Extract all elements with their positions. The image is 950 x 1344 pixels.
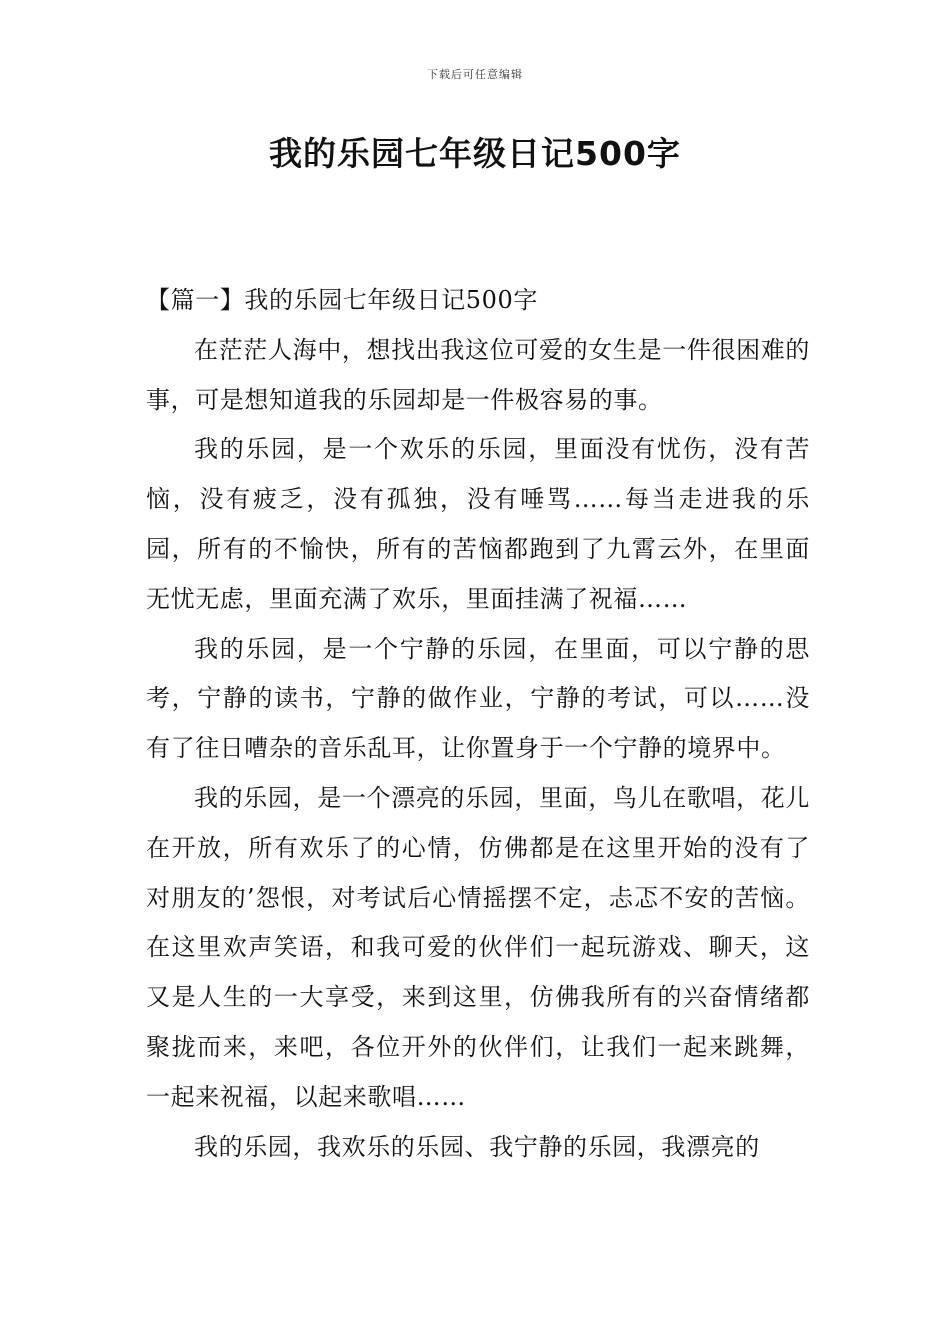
paragraph-3: 我的乐园，是一个宁静的乐园，在里面，可以宁静的思考，宁静的读书，宁静的做作业，宁静的考试，可以……没有了往日嘈杂的音乐乱耳，让你置身于一个宁静的境界中。: [146, 634, 810, 763]
paragraph-1: 在茫茫人海中，想找出我这位可爱的女生是一件很困难的事，可是想知道我的乐园却是一件极容易的事。: [146, 335, 810, 414]
paragraph-2: 我的乐园，是一个欢乐的乐园，里面没有忧伤，没有苦恼，没有疲乏，没有孤独，没有唾骂……每当走进我的乐园，所有的不愉快，所有的苦恼都跑到了九霄云外，在里面无忧无虑，里面充满了欢乐，里面挂满了祝福……: [146, 435, 810, 613]
document-title: 我的乐园七年级日记500字: [269, 134, 681, 173]
section-heading: 【篇一】我的乐园七年级日记500字: [146, 286, 539, 314]
paragraph-4: 我的乐园，是一个漂亮的乐园，里面，鸟儿在歌唱，花儿在开放，所有欢乐了的心情，仿佛都是在这里开始的没有了对朋友的’怨恨，对考试后心情摇摆不定，忐忑不安的苦恼。在这里欢声笑语，和我可爱的伙伴们一起玩游戏、聊天，这又是人生的一大享受，来到这里，仿佛我所有的兴奋情绪都聚拢而来，来吧，各位开外的伙伴们，让我们一起来跳舞，一起来祝福，以起来歌唱……: [146, 783, 810, 1111]
document-body: [146, 276, 810, 1172]
header-note: 下载后可任意编辑: [427, 68, 523, 81]
paragraph-5: 我的乐园，我欢乐的乐园、我宁静的乐园，我漂亮的: [194, 1132, 760, 1161]
